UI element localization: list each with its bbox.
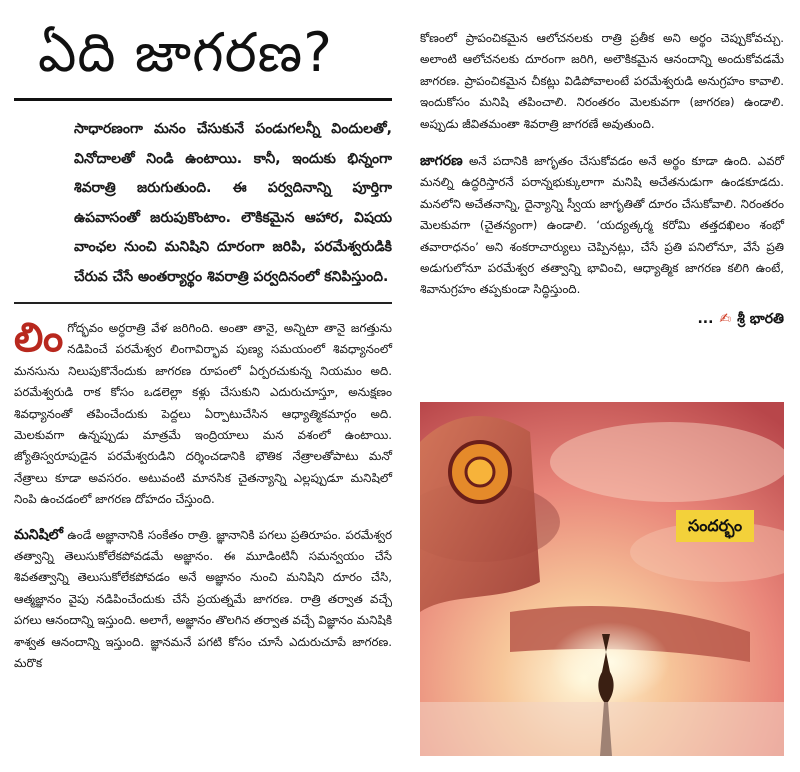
right-column xyxy=(420,14,784,331)
byline-prefix: ... xyxy=(697,310,714,327)
drop-cap: లిం xyxy=(14,315,64,361)
left-paragraph-2-lead: మనిషిలో xyxy=(14,526,64,543)
intro-paragraph: సాధారణంగా మనం చేసుకునే పండుగలన్నీ విందులతో, వినోదాలతో నిండి ఉంటాయి. కానీ, ఇందుకు భిన్నంగా శివరాత్రి జరుగుతుంది. ఈ పర్వదినాన్ని పూర్తిగా ఉపవాసంతో జరుపుకొంటాం. లౌకికమైన ఆహార, విషయ వాంఛల నుంచి మనిషిని దూరంగా జరిపి, పరమేశ్వరుడికి చేరువ చేసే అంతర్యార్థం శివరాత్రి పర్వదినంలో కనిపిస్తుంది. xyxy=(74,121,392,285)
trinetra-center xyxy=(466,458,494,486)
cloud xyxy=(550,422,784,502)
left-paragraph-2 xyxy=(14,525,392,675)
byline xyxy=(420,307,784,331)
right-paragraph-2 xyxy=(420,151,784,301)
headline: ఏది జాగరణ? xyxy=(38,21,333,84)
byline-author: శ్రీ భారతి xyxy=(737,310,784,327)
intro-rule xyxy=(14,302,392,304)
illustration-svg xyxy=(420,402,784,756)
left-paragraph-1-text: గోద్భవం అర్ధరాత్రి వేళ జరిగింది. అంతా తానై, అన్నిటా తానై జగత్తును నడిపించే పరమేశ్వర లింగావిర్భావ పుణ్య సమయంలో శివధ్యానంలో మనసును నిలుపుకొనేందుకు జాగరణ రూపంలో ఏర్పరచుకున్న నియమం అది. పరమేశ్వరుడి రాక కోసం ఒడలెల్లా కళ్లు చేసుకుని ఎదురుచూస్తూ, అనుక్షణం శివధ్యానంతో తపించేందుకు పెద్దలు ఏర్పాటుచేసిన ఆధ్యాత్మికమార్గం అది. మెలకువగా ఉన్నప్పుడు మాత్రమే ఇంద్రియాలు మన వశంలో ఉంటాయి. జ్యోతిస్వరూపుడైన పరమేశ్వరుడిని దర్శించడానికి భౌతిక నేత్రాలతోపాటు మనో నేత్రాలు కూడా అవసరం. అటువంటి మానసిక చైతన్యాన్ని ఎల్లప్పుడూ మనిషిలో నింపి ఉంచడంలో జాగరణ దోహదం చేస్తుంది. xyxy=(14,321,392,507)
pen-icon: ✍ xyxy=(719,310,732,327)
headline-rule xyxy=(14,98,392,101)
left-paragraph-2-text: ఉండే అజ్ఞానానికి సంకేతం రాత్రి. జ్ఞానానికి పగలు ప్రతిరూపం. పరమేశ్వర తత్వాన్ని తెలుసుకోలేకపోవడమే అజ్ఞానం. ఈ మూడింటినీ సమన్వయం చేసే శివతత్వాన్ని తెలుసుకోలేకపోవడం అనే అజ్ఞానం నుంచి మనిషిని దూరం చేసి, ఆత్మజ్ఞానం వైపు నడిపించేందుకు చేసే ప్రయత్నమే జాగరణ. రాత్రి తర్వాత వచ్చే పగలు ఆనందాన్ని ఇస్తుంది. అలాగే, అజ్ఞానం తొలగిన తర్వాత వచ్చే విజ్ఞానం మనిషికి శాశ్వత ఆనందాన్ని ఇస్తుంది. జ్ఞానమనే పగటి కోసం చూసే ఎదురుచూపే జాగరణ. మరొక xyxy=(14,527,392,671)
right-paragraph-1: కోణంలో ప్రాపంచికమైన ఆలోచనలకు రాత్రి ప్రతీక అని అర్థం చెప్పుకోవచ్చు. అలాంటి ఆలోచనలకు దూరంగా జరిగి, అలౌకికమైన ఆనందాన్ని అందుకోవడమే జాగరణ. ప్రాపంచికమైన చీకట్లు విడిపోవాలంటే పరమేశ్వరుడి అనుగ్రహం కావాలి. ఇందుకోసం మనిషి తపించాలి. నిరంతరం మెలకువగా (జాగరణ) ఉండాలి. అప్పుడు జీవితమంతా శివరాత్రి జాగరణే అవుతుంది. xyxy=(420,31,784,131)
left-column xyxy=(14,14,392,675)
left-paragraph-1 xyxy=(14,315,392,511)
mist xyxy=(420,702,784,756)
right-paragraph-2-text: అనే పదానికి జాగృతం చేసుకోవడం అనే అర్థం కూడా ఉంది. ఎవరో మనల్ని ఉద్ధరిస్తారనే పరాన్నభుక్కులాగా మనిషి అచేతనుడుగా ఉండకూడదు. మనలోని అచేతనాన్ని, దైన్యాన్ని స్వీయ జాగృతితో దూరం చేసుకోవాలి. నిరంతరం మెలకువగా (చైతన్యంగా) ఉండాలి. ‘యద్యత్కర్మ కరోమి తత్తదఖిలం శంభో తవారాధనం’ అని శంకరాచార్యులు చెప్పినట్లు, చేసే ప్రతి పనిలోనూ, వేసే ప్రతి అడుగులోనూ పరమేశ్వర తత్వాన్ని భావించి, ఆధ్యాత్మిక జాగరణ కలిగి ఉంటే, శివానుగ్రహం తప్పకుండా సిద్ధిస్తుంది. xyxy=(420,154,784,297)
right-paragraph-2-lead: జాగరణ xyxy=(420,153,463,170)
context-tag: సందర్భం xyxy=(676,510,754,542)
shiva-linga-illustration xyxy=(420,402,784,756)
